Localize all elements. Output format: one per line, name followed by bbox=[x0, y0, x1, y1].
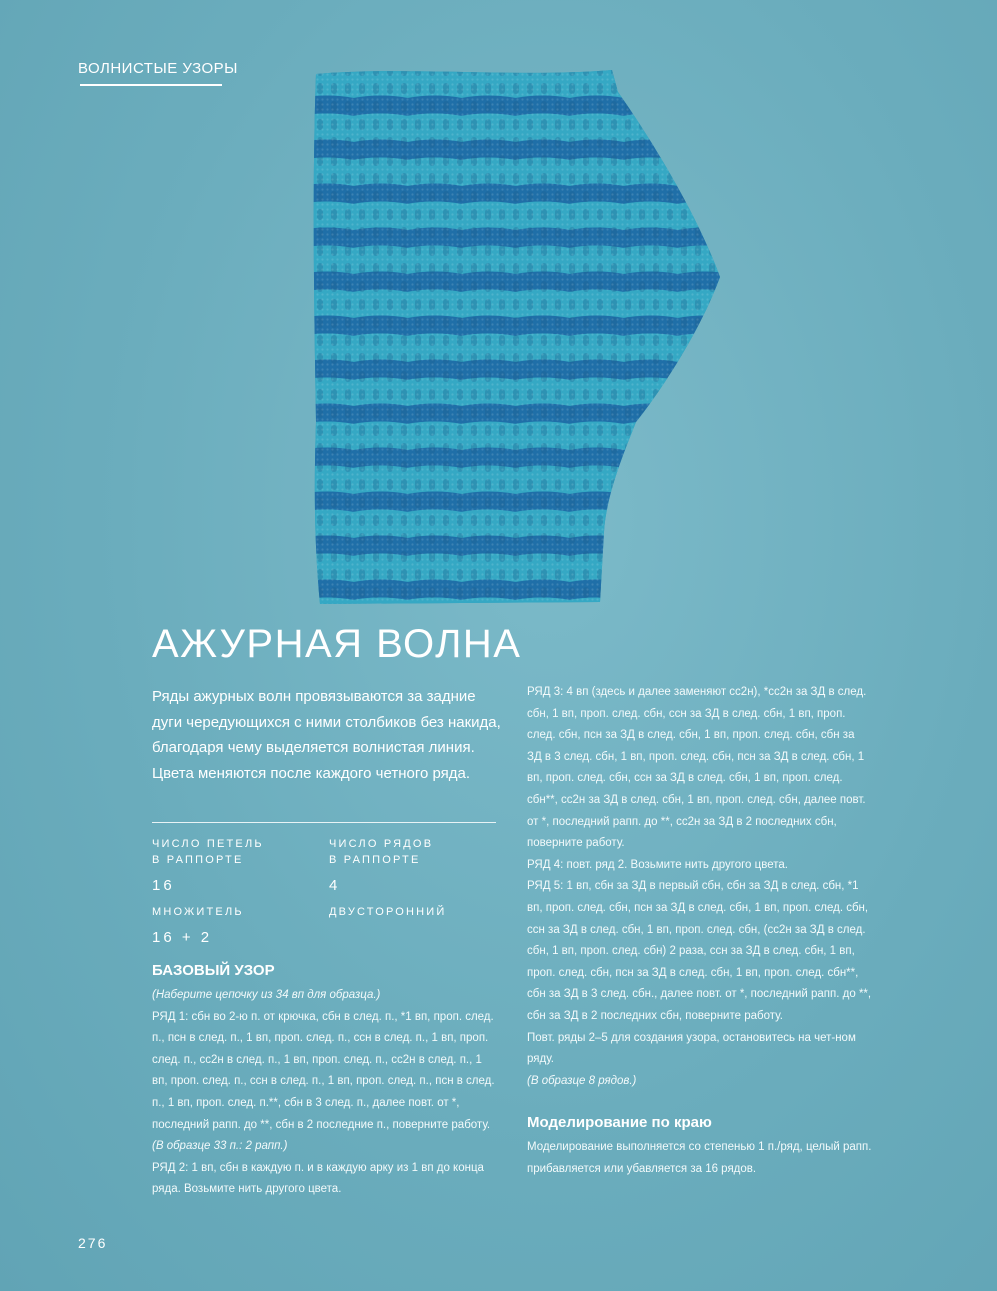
section-underline bbox=[80, 84, 222, 86]
stitches-value: 16 bbox=[152, 877, 175, 894]
divider bbox=[152, 822, 496, 823]
instructions-left-column bbox=[152, 985, 496, 1201]
pattern-title: АЖУРНАЯ ВОЛНА bbox=[152, 622, 522, 666]
rows-label-line1: ЧИСЛО РЯДОВ bbox=[329, 838, 434, 850]
edge-shaping-column bbox=[527, 1137, 872, 1180]
stitches-label-line2: В РАППОРТЕ bbox=[152, 854, 244, 866]
row-4-text: РЯД 4: повт. ряд 2. Возьмите нить другого цвета. bbox=[527, 858, 788, 871]
row-5-text: РЯД 5: 1 вп, сбн за ЗД в первый сбн, сбн за ЗД в след. сбн, *1 вп, проп. след. сбн, псн за ЗД в след. сбн, 1 вп, проп. след. сбн, ссн за ЗД в след. сбн, 1 вп, проп. след. сбн, (сс2н за ЗД в след. сбн, 1 вп, проп. след. сбн) 2 раза, ссн за ЗД в след. сбн, 1 вп, проп. след. сбн, псн за ЗД в след. сбн, 1 вп, проп. след. сбн**, сбн за ЗД в 3 след. сбн., далее повт. от *, последний рапп. до **, сбн за ЗД в 2 последних сбн, поверните работу. bbox=[527, 880, 872, 1022]
edge-shaping-text: Моделирование выполняется со степенью 1 п./ряд, целый рапп. прибавляется или убавляется за 16 рядов. bbox=[527, 1141, 872, 1175]
instructions-right-column bbox=[527, 682, 872, 1092]
multiple-label: МНОЖИТЕЛЬ bbox=[152, 906, 244, 918]
chain-note: (Наберите цепочку из 34 вп для образца.) bbox=[152, 989, 381, 1001]
rows-label-line2: В РАППОРТЕ bbox=[329, 854, 421, 866]
repeat-note: (В образце 8 рядов.) bbox=[527, 1074, 637, 1087]
page-number: 276 bbox=[78, 1235, 108, 1251]
section-heading: ВОЛНИСТЫЕ УЗОРЫ bbox=[78, 60, 238, 77]
intro-paragraph: Ряды ажурных волн провязываются за задние дуги чередующихся с ними столбиков без накида, благодаря чему выделяется волнистая линия. Цвета меняются после каждого четного ряда. bbox=[152, 688, 501, 782]
base-pattern-heading: БАЗОВЫЙ УЗОР bbox=[152, 962, 275, 979]
swatch-stripes bbox=[300, 62, 730, 614]
row-2-text: РЯД 2: 1 вп, сбн в каждую п. и в каждую арку из 1 вп до конца ряда. Возьмите нить другого цвета. bbox=[152, 1161, 484, 1196]
row-1-note: (В образце 33 п.: 2 рапп.) bbox=[152, 1140, 288, 1153]
row-3-text: РЯД 3: 4 вп (здесь и далее заменяют сс2н), *сс2н за ЗД в след. сбн, 1 вп, проп. след. сбн, ссн за ЗД в след. сбн, 1 вп, проп. след. сбн, псн за ЗД в след. сбн, 1 вп, проп. след. сбн, сбн за ЗД в 3 след. сбн, 1 вп, проп. след. сбн, псн за ЗД в след. сбн, 1 вп, проп. след. сбн, ссн за ЗД в след. сбн, 1 вп, проп. след. сбн**, сс2н за ЗД в след. сбн, 1 вп, проп. след. сбн, далее повт. от *, последний рапп. до **, сс2н за ЗД в 2 последних сбн, поверните работу. bbox=[527, 686, 867, 850]
repeat-text: Повт. ряды 2–5 для создания узора, остановитесь на чет-ном ряду. bbox=[527, 1031, 856, 1066]
row-1-text: РЯД 1: сбн во 2-ю п. от крючка, сбн в след. п., *1 вп, проп. след. п., псн в след. п., 1 вп, проп. след. п., ссн в след. п., 1 вп, проп. след. п., сс2н в след. п., 1 вп, проп. след. п., сс2н в след. п., 1 вп, проп. след. п., ссн в след. п., 1 вп, проп. след. п., псн в след. п., 1 вп, проп. след. п.**, сбн в 3 след. п., далее повт. от *, последний рапп. до **, сбн в 2 последние п., поверните работу. bbox=[152, 1010, 495, 1131]
rows-label bbox=[329, 836, 433, 868]
edge-shaping-heading: Моделирование по краю bbox=[527, 1114, 712, 1131]
reversible-label: ДВУСТОРОННИЙ bbox=[329, 906, 447, 918]
multiple-value: 16 + 2 bbox=[152, 929, 213, 946]
stitches-label bbox=[152, 836, 264, 868]
crochet-swatch-image bbox=[300, 62, 730, 614]
rows-value: 4 bbox=[329, 877, 341, 894]
stitches-label-line1: ЧИСЛО ПЕТЕЛЬ bbox=[152, 838, 264, 850]
